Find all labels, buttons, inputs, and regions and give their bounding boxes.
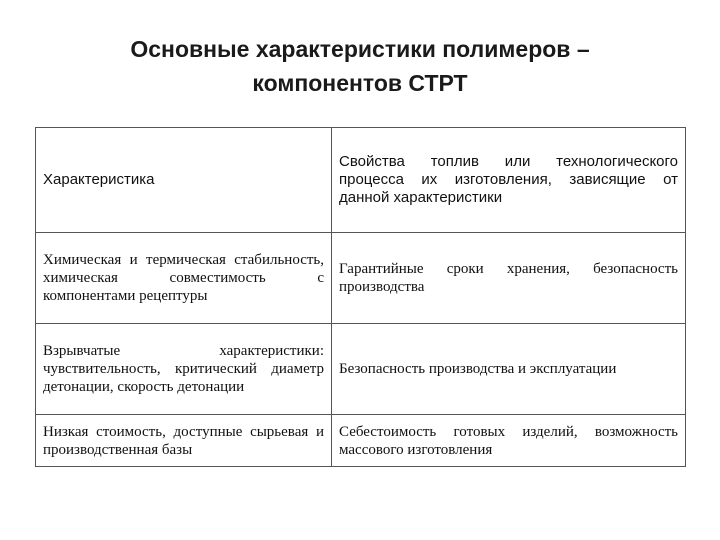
header-properties: Свойства топлив или технологического процесса их изготовления, зависящие от данной характеристики xyxy=(332,128,686,233)
cell-characteristic: Взрывчатые характеристики: чувствительность, критический диаметр детонации, скорость детонации xyxy=(36,324,332,415)
title-line-2: компонентов СТРТ xyxy=(252,70,468,96)
header-characteristic: Характеристика xyxy=(36,128,332,233)
table-row xyxy=(36,415,686,467)
cell-characteristic: Низкая стоимость, доступные сырьевая и производственная базы xyxy=(36,415,332,467)
characteristics-table xyxy=(35,127,686,467)
cell-property: Себестоимость готовых изделий, возможность массового изготовления xyxy=(332,415,686,467)
cell-property: Безопасность производства и эксплуатации xyxy=(332,324,686,415)
table-row xyxy=(36,233,686,324)
cell-property: Гарантийные сроки хранения, безопасность производства xyxy=(332,233,686,324)
table-header-row xyxy=(36,128,686,233)
page-title xyxy=(0,32,720,100)
table-row xyxy=(36,324,686,415)
title-line-1: Основные характеристики полимеров – xyxy=(130,36,590,62)
cell-characteristic: Химическая и термическая стабильность, химическая совместимость с компонентами рецептуры xyxy=(36,233,332,324)
